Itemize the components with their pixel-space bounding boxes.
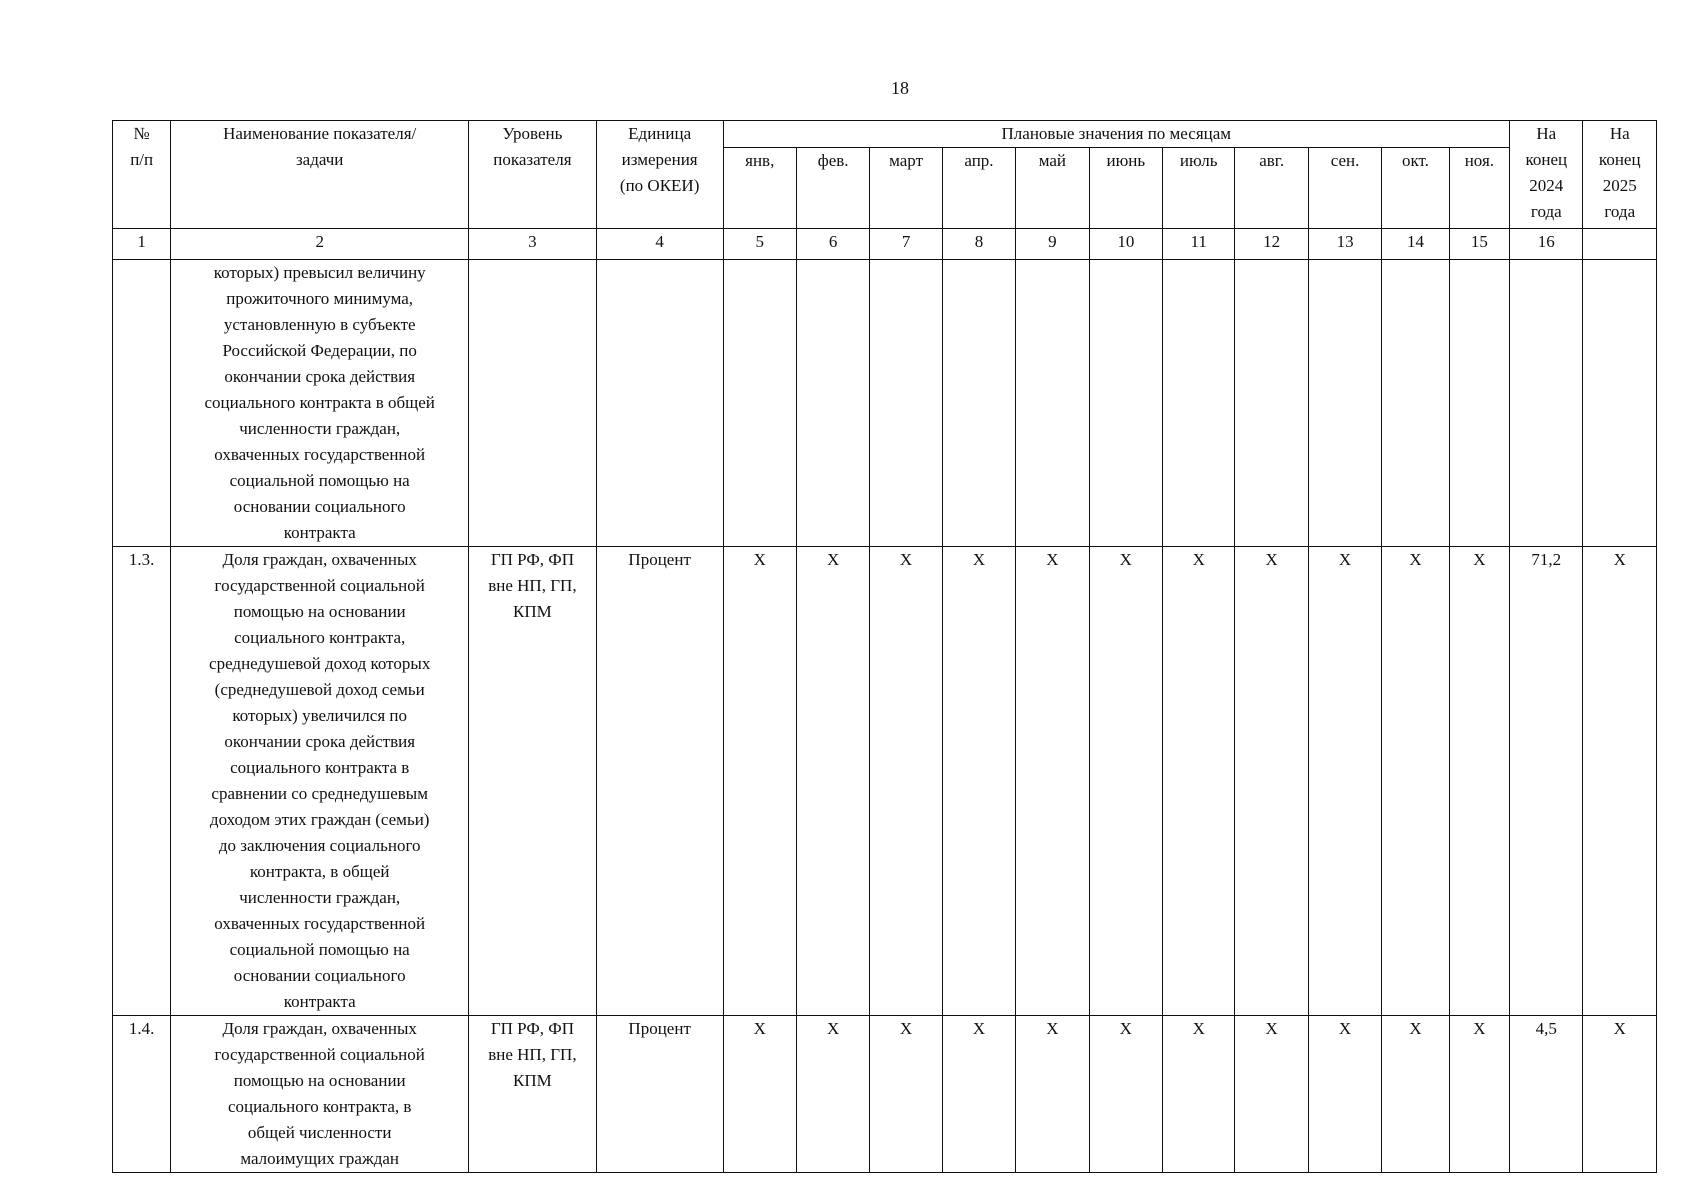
indicator-name-line: социального контракта в общей — [204, 393, 435, 412]
column-index: 9 — [1016, 229, 1089, 260]
month-value: X — [1308, 1016, 1381, 1173]
month-value — [870, 260, 942, 547]
column-index: 13 — [1308, 229, 1381, 260]
column-index: 15 — [1449, 229, 1509, 260]
month-value: X — [942, 1016, 1015, 1173]
month-value — [723, 260, 796, 547]
indicator-name-line: которых) превысил величину — [213, 263, 426, 282]
end-2025-value: X — [1583, 547, 1657, 1016]
month-value: X — [1089, 547, 1162, 1016]
indicator-name-line: социального контракта, — [234, 628, 406, 647]
unit-cell: Процент — [596, 1016, 723, 1173]
column-index: 3 — [469, 229, 597, 260]
table-row — [113, 547, 1657, 1016]
header-end-2024: На конец 2024 года — [1510, 121, 1583, 229]
month-value: X — [1089, 1016, 1162, 1173]
indicator-name-line: общей численности — [247, 1123, 392, 1142]
indicator-name-line: контракта, в общей — [249, 862, 390, 881]
row-number: 1.3. — [113, 547, 171, 1016]
column-index: 1 — [113, 229, 171, 260]
indicator-name-line: помощью на основании — [233, 602, 406, 621]
indicator-level — [469, 260, 597, 547]
header-number: № п/п — [113, 121, 171, 229]
table-row — [113, 1016, 1657, 1173]
header-end-2025: На конец 2025 года — [1583, 121, 1657, 229]
month-value: X — [1382, 547, 1449, 1016]
table-header — [113, 121, 1657, 260]
indicator-name-line: Доля граждан, охваченных — [222, 1019, 417, 1038]
month-value: X — [1163, 547, 1235, 1016]
column-index: 11 — [1163, 229, 1235, 260]
indicator-level-line: КПМ — [513, 1071, 552, 1090]
month-value — [1382, 260, 1449, 547]
month-value — [796, 260, 869, 547]
column-index: 8 — [942, 229, 1015, 260]
indicator-name-line: контракта — [283, 992, 356, 1011]
indicator-level — [469, 547, 597, 1016]
indicator-level-line: вне НП, ГП, — [488, 1045, 577, 1064]
month-value: X — [723, 1016, 796, 1173]
month-value: X — [1016, 547, 1089, 1016]
month-value: X — [1308, 547, 1381, 1016]
end-2024-value — [1510, 260, 1583, 547]
indicator-name-line: социального контракта в — [230, 758, 410, 777]
month-value: X — [942, 547, 1015, 1016]
month-value — [1449, 260, 1509, 547]
table-row — [113, 260, 1657, 547]
indicator-plan-table — [112, 120, 1657, 1173]
unit-cell — [596, 260, 723, 547]
column-index: 2 — [171, 229, 469, 260]
indicator-name-line: сравнении со среднедушевым — [211, 784, 428, 803]
indicator-name-line: (среднедушевой доход семьи — [214, 680, 425, 699]
header-indicator-level: Уровень показателя — [469, 121, 597, 229]
indicator-level-line: вне НП, ГП, — [488, 576, 577, 595]
month-value — [942, 260, 1015, 547]
indicator-name-line: основании социального — [233, 966, 406, 985]
page-number: 18 — [891, 78, 909, 98]
month-value: X — [1449, 547, 1509, 1016]
end-2025-value: X — [1583, 1016, 1657, 1173]
indicator-name-line: социальной помощью на — [229, 471, 410, 490]
indicator-level-line: ГП РФ, ФП — [490, 550, 574, 569]
indicator-name-line: среднедушевой доход которых — [209, 654, 431, 673]
month-value: X — [870, 1016, 942, 1173]
header-month: июнь — [1089, 148, 1162, 229]
month-value: X — [1235, 1016, 1308, 1173]
column-index: 7 — [870, 229, 942, 260]
column-index: 5 — [723, 229, 796, 260]
month-value: X — [1449, 1016, 1509, 1173]
header-month: март — [870, 148, 942, 229]
indicator-name-line: доходом этих граждан (семьи) — [209, 810, 430, 829]
indicator-name-line: государственной социальной — [214, 1045, 425, 1064]
unit-cell: Процент — [596, 547, 723, 1016]
header-month: окт. — [1382, 148, 1449, 229]
indicator-name-line: которых) увеличился по — [232, 706, 407, 725]
end-2024-value: 71,2 — [1510, 547, 1583, 1016]
end-2025-value — [1583, 260, 1657, 547]
indicator-level — [469, 1016, 597, 1173]
header-month: янв, — [723, 148, 796, 229]
column-index-row — [113, 229, 1657, 260]
column-index: 12 — [1235, 229, 1308, 260]
indicator-name-line: численности граждан, — [239, 419, 401, 438]
indicator-name-line: до заключения социального — [218, 836, 421, 855]
table-body — [113, 260, 1657, 1173]
month-value — [1235, 260, 1308, 547]
indicator-name-line: малоимущих граждан — [240, 1149, 400, 1168]
indicator-level-line: ГП РФ, ФП — [490, 1019, 574, 1038]
header-unit: Единица измерения (по ОКЕИ) — [596, 121, 723, 229]
indicator-name-line: охваченных государственной — [214, 914, 426, 933]
month-value: X — [1382, 1016, 1449, 1173]
indicator-name — [171, 1016, 469, 1173]
indicator-name-line: Российской Федерации, по — [222, 341, 417, 360]
month-value — [1308, 260, 1381, 547]
month-value — [1016, 260, 1089, 547]
column-index: 4 — [596, 229, 723, 260]
column-index: 6 — [796, 229, 869, 260]
month-value: X — [1016, 1016, 1089, 1173]
indicator-name-line: окончании срока действия — [224, 732, 416, 751]
indicator-name — [171, 260, 469, 547]
header-month: фев. — [796, 148, 869, 229]
column-index: 14 — [1382, 229, 1449, 260]
header-month: июль — [1163, 148, 1235, 229]
indicator-name-line: социальной помощью на — [229, 940, 410, 959]
indicator-name-line: окончании срока действия — [224, 367, 416, 386]
row-number: 1.4. — [113, 1016, 171, 1173]
header-month: ноя. — [1449, 148, 1509, 229]
indicator-name — [171, 547, 469, 1016]
column-index: 10 — [1089, 229, 1162, 260]
indicator-name-line: установленную в субъекте — [223, 315, 416, 334]
header-month: апр. — [942, 148, 1015, 229]
header-month: авг. — [1235, 148, 1308, 229]
month-value — [1163, 260, 1235, 547]
month-value: X — [870, 547, 942, 1016]
indicator-name-line: прожиточного минимума, — [226, 289, 414, 308]
month-value: X — [1163, 1016, 1235, 1173]
indicator-name-line: охваченных государственной — [214, 445, 426, 464]
month-value: X — [796, 1016, 869, 1173]
month-value: X — [1235, 547, 1308, 1016]
header-month: май — [1016, 148, 1089, 229]
month-value — [1089, 260, 1162, 547]
header-monthly-plan: Плановые значения по месяцам — [723, 121, 1510, 148]
column-index: 16 — [1510, 229, 1583, 260]
month-value: X — [796, 547, 869, 1016]
indicator-name-line: социального контракта, в — [227, 1097, 412, 1116]
header-indicator-name: Наименование показателя/ задачи — [171, 121, 469, 229]
column-index — [1583, 229, 1657, 260]
indicator-level-line: КПМ — [513, 602, 552, 621]
header-month: сен. — [1308, 148, 1381, 229]
indicator-name-line: основании социального — [233, 497, 406, 516]
end-2024-value: 4,5 — [1510, 1016, 1583, 1173]
indicator-name-line: численности граждан, — [239, 888, 401, 907]
indicator-name-line: помощью на основании — [233, 1071, 406, 1090]
month-value: X — [723, 547, 796, 1016]
indicator-name-line: контракта — [283, 523, 356, 542]
indicator-name-line: государственной социальной — [214, 576, 425, 595]
row-number — [113, 260, 171, 547]
indicator-name-line: Доля граждан, охваченных — [222, 550, 417, 569]
